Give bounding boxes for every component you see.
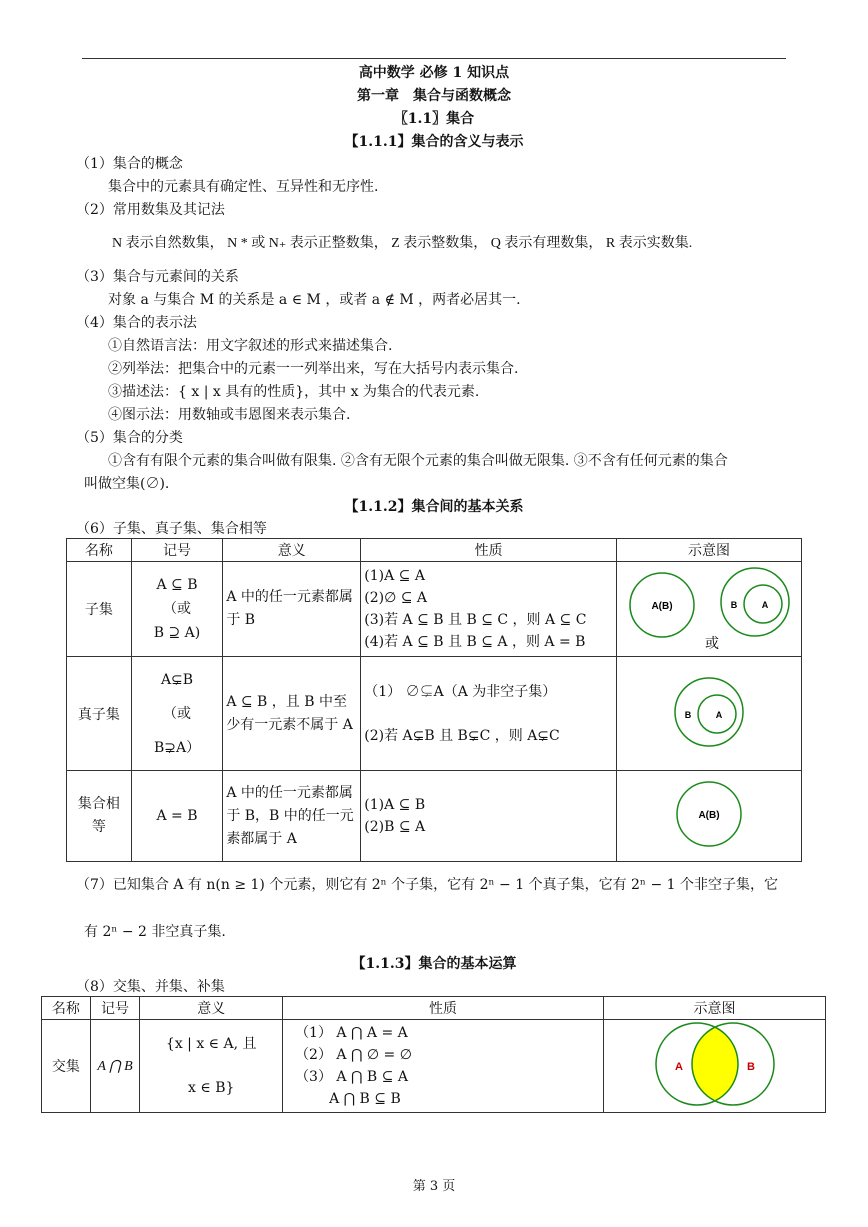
row-meaning [140,1020,283,1113]
venn-label: A [675,1061,683,1073]
row-name: 子集 [67,562,132,657]
proper-subset-venn-diagram [620,662,798,762]
property-line: （3） A ⋂ B ⊆ A [295,1069,408,1085]
row-name: 真子集 [67,657,132,771]
section-title: 〖1.1〗集合 [393,111,475,127]
property-line: （1） ∅⊊A（A 为非空子集） [364,683,557,700]
item-7-line-1: （7）已知集合 A 有 n(n ≥ 1) 个元素，则它有 2ⁿ 个子集，它有 2ⁿ − 1 个真子集，它有 2ⁿ − 1 个非空子集，它 [76,877,778,893]
col-header-symbol: 记号 [131,539,223,562]
symbol-line: B⊋A） [153,739,201,756]
item-5-heading: （5）集合的分类 [76,430,183,446]
item-1-body: 集合中的元素具有确定性、互异性和无序性. [108,179,379,195]
page-footer: 第 3 页 [412,1179,456,1194]
item-3-heading: （3）集合与元素间的关系 [76,269,239,285]
venn-diagram-cell [616,562,801,657]
doc-title: 高中数学 必修 1 知识点 [358,65,510,81]
item-4-list-2: ②列举法：把集合中的元素一一列举出来，写在大括号内表示集合. [108,361,519,377]
item-5-line-1: ①含有有限个元素的集合叫做有限集. ②含有无限个元素的集合叫做无限集. ③不含有任何元素的集合 [108,453,728,469]
table-row [67,562,802,657]
row-meaning: A ⊆ B ，且 B 中至少有一元素不属于 A [223,657,361,771]
row-properties [361,771,617,862]
item-7-line-2: 有 2ⁿ − 2 非空真子集. [84,924,226,940]
property-line: (1)A ⊆ A [364,568,425,584]
row-properties [361,562,617,657]
meaning-line: {x | x ∈ A, 且 [165,1036,257,1052]
row-symbol [131,562,223,657]
meaning-line: x ∈ B} [188,1080,235,1096]
row-symbol [131,657,223,771]
venn-label: B [730,600,738,610]
set-relations-table [66,538,802,862]
symbol-line: A⊊B [160,671,194,688]
symbol-line: B ⊇ A) [153,625,201,641]
row-symbol: A = B [131,771,223,862]
symbol-line: （或 [163,705,191,722]
equal-set-venn-diagram [620,774,798,854]
col-header-name: 名称 [67,539,132,562]
property-line: A ⋂ B ⊆ B [329,1091,401,1107]
property-line: （1） A ⋂ A = A [295,1025,408,1041]
venn-diagram-cell [603,1020,825,1113]
item-4-heading: （4）集合的表示法 [76,315,197,331]
venn-label: A [715,709,723,720]
item-4-list-3: ③描述法：{ x | x 具有的性质}，其中 x 为集合的代表元素. [108,384,480,400]
property-line: (3)若 A ⊆ B 且 B ⊆ C ，则 A ⊆ C [364,612,587,628]
subset-venn-diagram [620,562,798,652]
venn-label: A(B) [651,601,673,612]
item-8-heading: （8）交集、并集、补集 [76,979,225,995]
set-operations-table [41,996,826,1113]
col-header-symbol: 记号 [90,997,140,1020]
table-row [67,657,802,771]
col-header-name: 名称 [42,997,91,1020]
venn-label: A [761,600,769,610]
symbol-line: （或 [163,601,191,617]
property-line: (4)若 A ⊆ B 且 B ⊆ A ，则 A = B [364,634,586,650]
col-header-diagram: 示意图 [616,539,801,562]
property-line: (2)∅ ⊆ A [364,590,428,606]
col-header-meaning: 意义 [223,539,361,562]
venn-diagram-cell [616,657,801,771]
row-symbol: A ⋂ B [90,1020,140,1113]
property-line: (2)若 A⊊B 且 B⊊C ，则 A⊊C [364,727,560,744]
subsection-title-3: 【1.1.3】集合的基本运算 [351,956,517,972]
col-header-properties: 性质 [361,539,617,562]
venn-label: B [684,709,692,720]
item-6-heading: （6）子集、真子集、集合相等 [76,521,267,537]
subsection-title-2: 【1.1.2】集合间的基本关系 [344,499,524,515]
table-header-row [67,539,802,562]
item-5-line-2: 叫做空集(∅). [84,476,170,492]
row-properties [283,1020,604,1113]
col-header-diagram: 示意图 [603,997,825,1020]
col-header-properties: 性质 [283,997,604,1020]
or-label: 或 [704,635,719,651]
item-1-heading: （1）集合的概念 [76,156,183,172]
item-2-body: N 表示自然数集， N * 或 N₊ 表示正整数集， Z 表示整数集， Q 表示有理数集， R 表示实数集. [112,236,693,251]
chapter-title: 第一章 集合与函数概念 [357,88,511,104]
table-row [42,1020,826,1113]
row-meaning: A 中的任一元素都属于 B，B 中的任一元素都属于 A [223,771,361,862]
property-line: （2） A ⋂ ∅ = ∅ [295,1047,412,1063]
table-header-row [42,997,826,1020]
row-name: 集合相等 [67,771,132,862]
row-meaning: A 中的任一元素都属于 B [223,562,361,657]
venn-label: B [747,1061,755,1073]
venn-diagram-cell [616,771,801,862]
symbol-line: A ⊆ B [156,577,198,593]
item-3-body: 对象 a 与集合 M 的关系是 a ∈ M ，或者 a ∉ M ，两者必居其一. [108,292,521,308]
table-row [67,771,802,862]
item-2-heading: （2）常用数集及其记法 [76,202,225,218]
property-line: (2)B ⊆ A [364,819,426,835]
property-line: (1)A ⊆ B [364,797,426,813]
venn-label: A(B) [698,810,720,821]
item-4-list-4: ④图示法：用数轴或韦恩图来表示集合. [108,407,351,423]
row-properties [361,657,617,771]
subsection-title: 【1.1.1】集合的含义与表示 [344,134,524,150]
intersection-venn-diagram [607,1020,822,1108]
row-name: 交集 [42,1020,91,1113]
col-header-meaning: 意义 [140,997,283,1020]
item-4-list-1: ①自然语言法：用文字叙述的形式来描述集合. [108,338,393,354]
header-rule [82,58,786,59]
